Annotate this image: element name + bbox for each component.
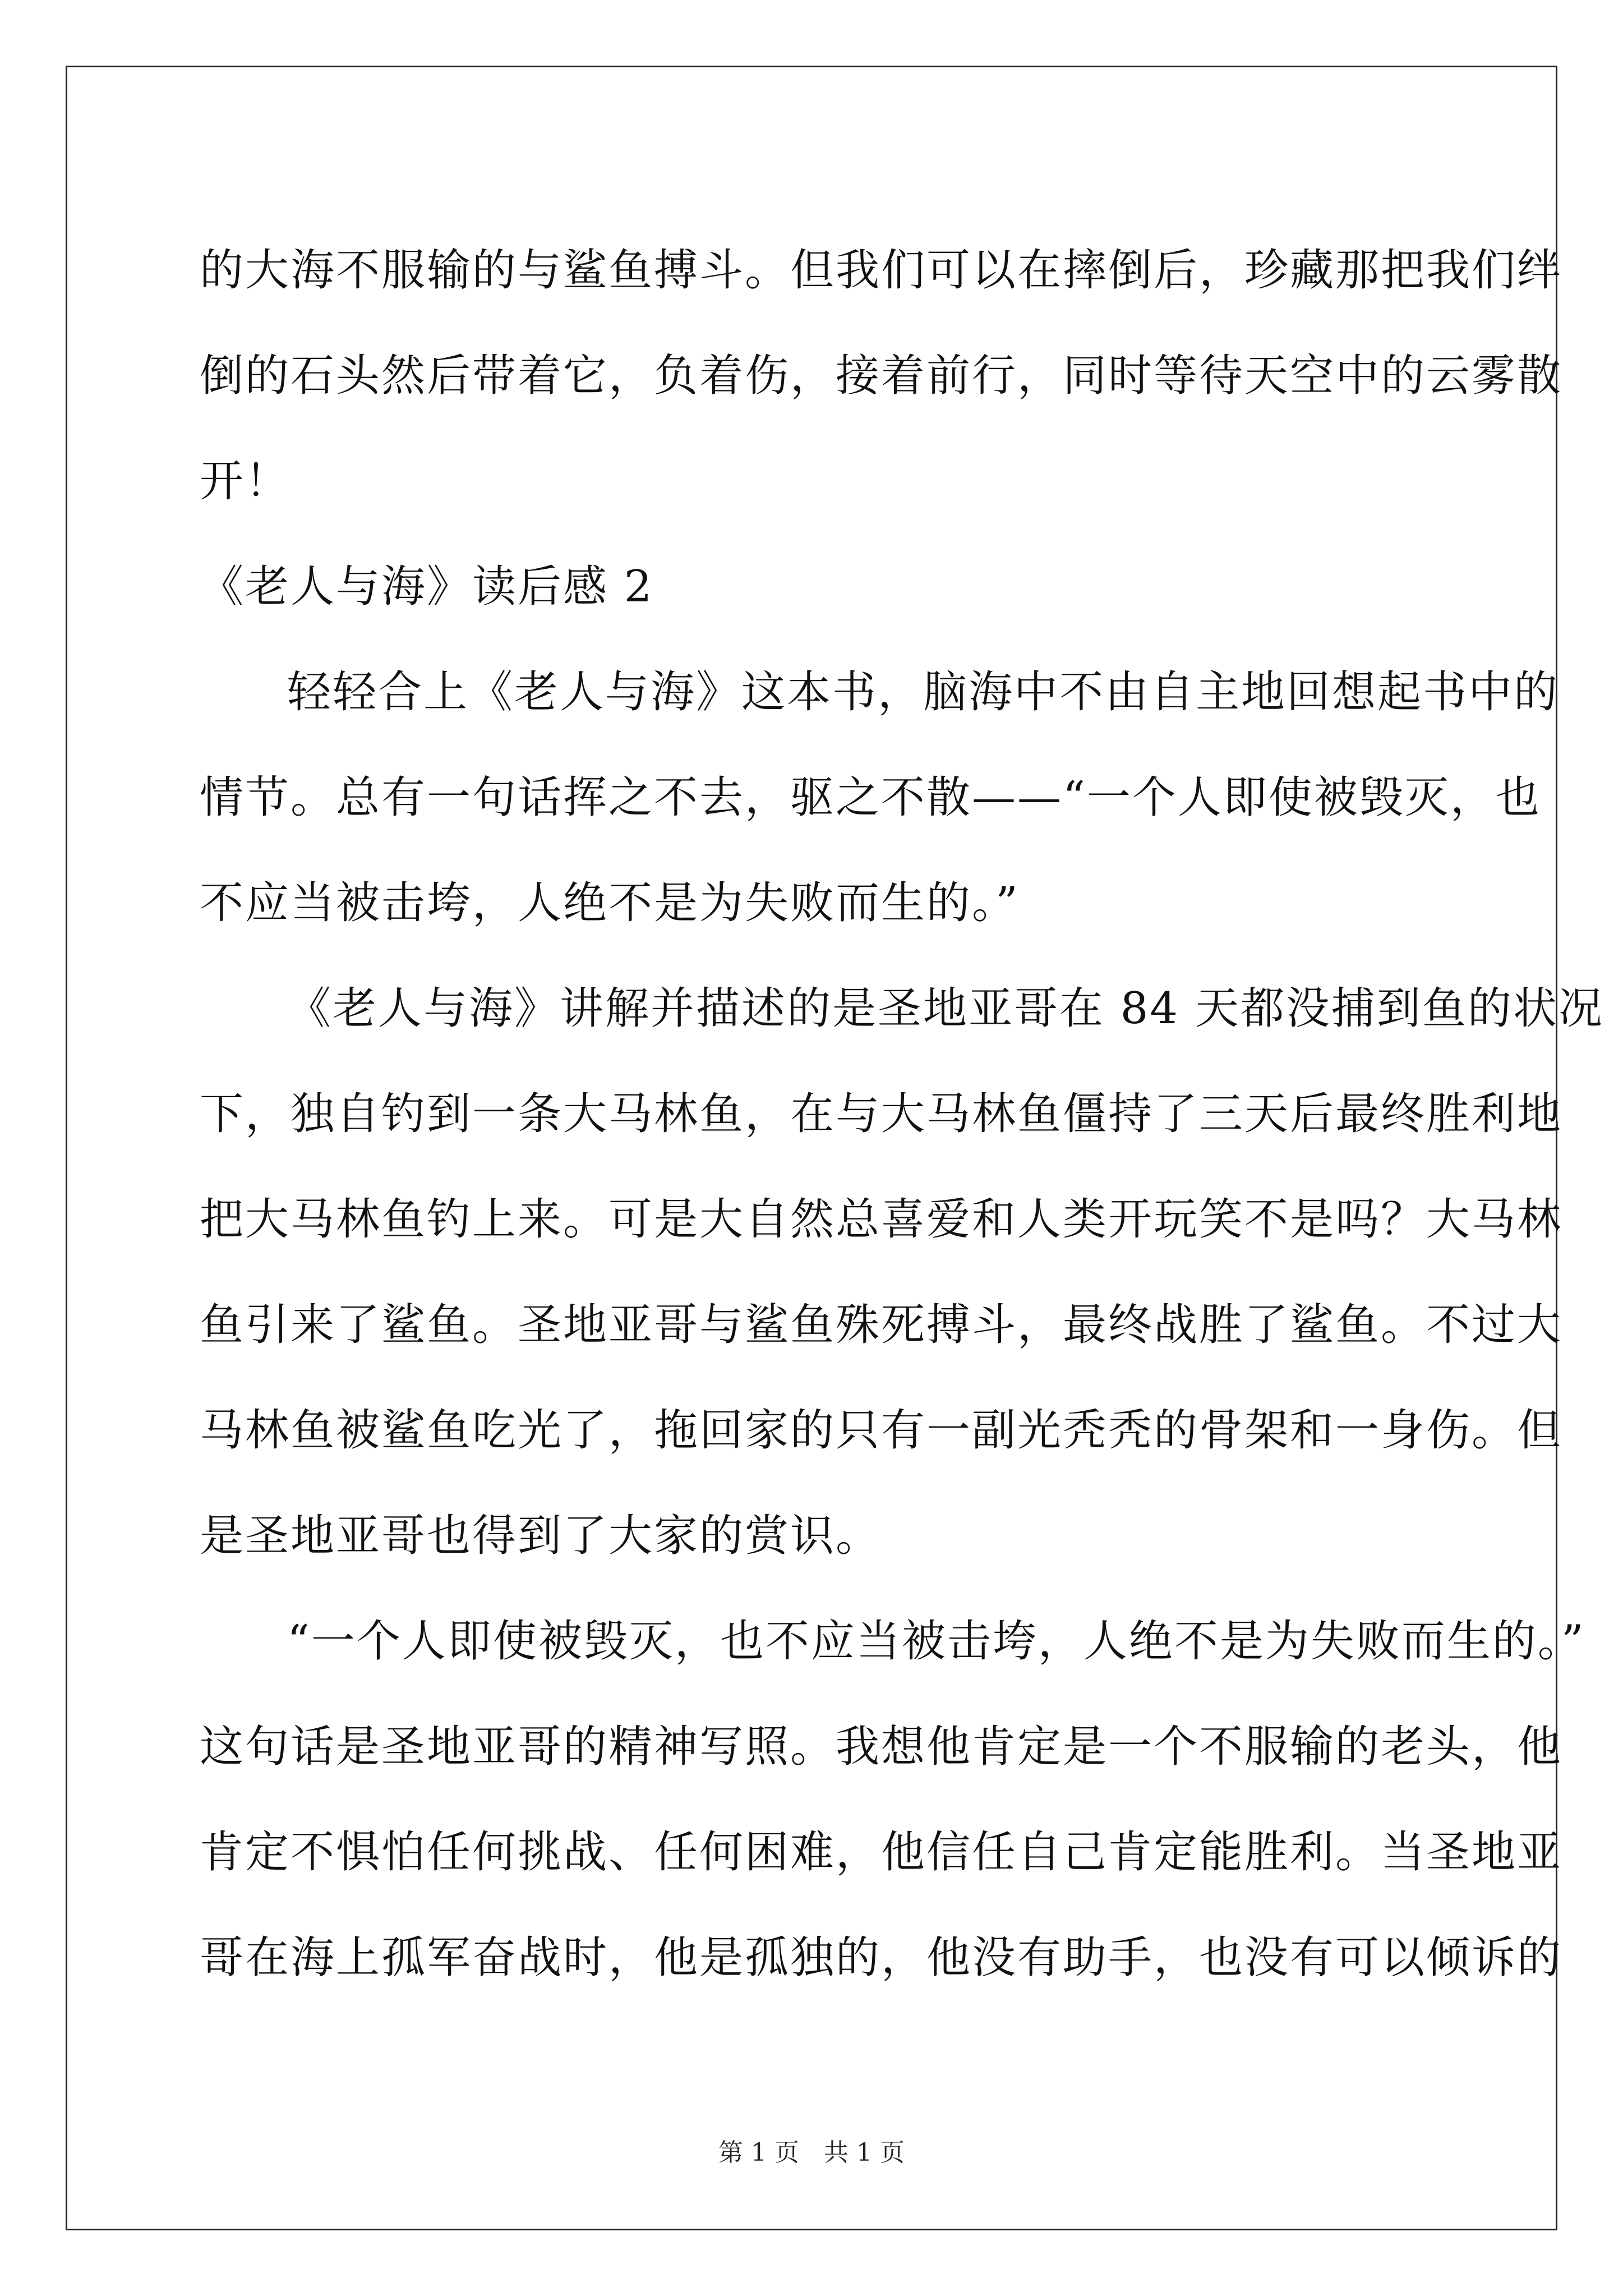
paragraph-line: 鱼引来了鲨鱼。圣地亚哥与鲨鱼殊死搏斗，最终战胜了鲨鱼。不过大 [200,1300,1563,1350]
paragraph-line: 哥在海上孤军奋战时，他是孤独的，他没有助手，也没有可以倾诉的 [200,1932,1563,1983]
paragraph-line: 倒的石头然后带着它，负着伤，接着前行，同时等待天空中的云雾散 [200,351,1563,401]
paragraph-line: 开！ [200,456,291,507]
page-number-footer: 第 1 页 共 1 页 [718,2138,905,2167]
paragraph-line: 是圣地亚哥也得到了大家的赏识。 [200,1511,882,1561]
document-body [200,218,1604,2010]
paragraph-line: 不应当被击垮，人绝不是为失败而生的。” [200,878,1020,928]
paragraph-line: 下，独自钓到一条大马林鱼，在与大马林鱼僵持了三天后最终胜利地 [200,1089,1563,1139]
section-title: 《老人与海》读后感 2 [200,562,654,612]
paragraph-line: 肯定不惧怕任何挑战、任何困难，他信任自己肯定能胜利。当圣地亚 [200,1827,1563,1878]
paragraph-line: 的大海不服输的与鲨鱼搏斗。但我们可以在摔倒后，珍藏那把我们绊 [200,245,1563,296]
paragraph-line: 把大马林鱼钓上来。可是大自然总喜爱和人类开玩笑不是吗？大马林 [200,1194,1563,1245]
paragraph-line: 情节。总有一句话挥之不去，驱之不散——“一个人即使被毁灭，也 [200,772,1541,823]
paragraph-line: 这句话是圣地亚哥的精神写照。我想他肯定是一个不服输的老头，他 [200,1722,1563,1772]
paragraph-line: “一个人即使被毁灭，也不应当被击垮，人绝不是为失败而生的。” [287,1616,1585,1667]
paragraph-line: 轻轻合上《老人与海》这本书，脑海中不由自主地回想起书中的 [287,667,1560,717]
paragraph-line: 《老人与海》讲解并描述的是圣地亚哥在 84 天都没捕到鱼的状况 [287,983,1604,1034]
paragraph-line: 马林鱼被鲨鱼吃光了，拖回家的只有一副光秃秃的骨架和一身伤。但 [200,1405,1563,1456]
